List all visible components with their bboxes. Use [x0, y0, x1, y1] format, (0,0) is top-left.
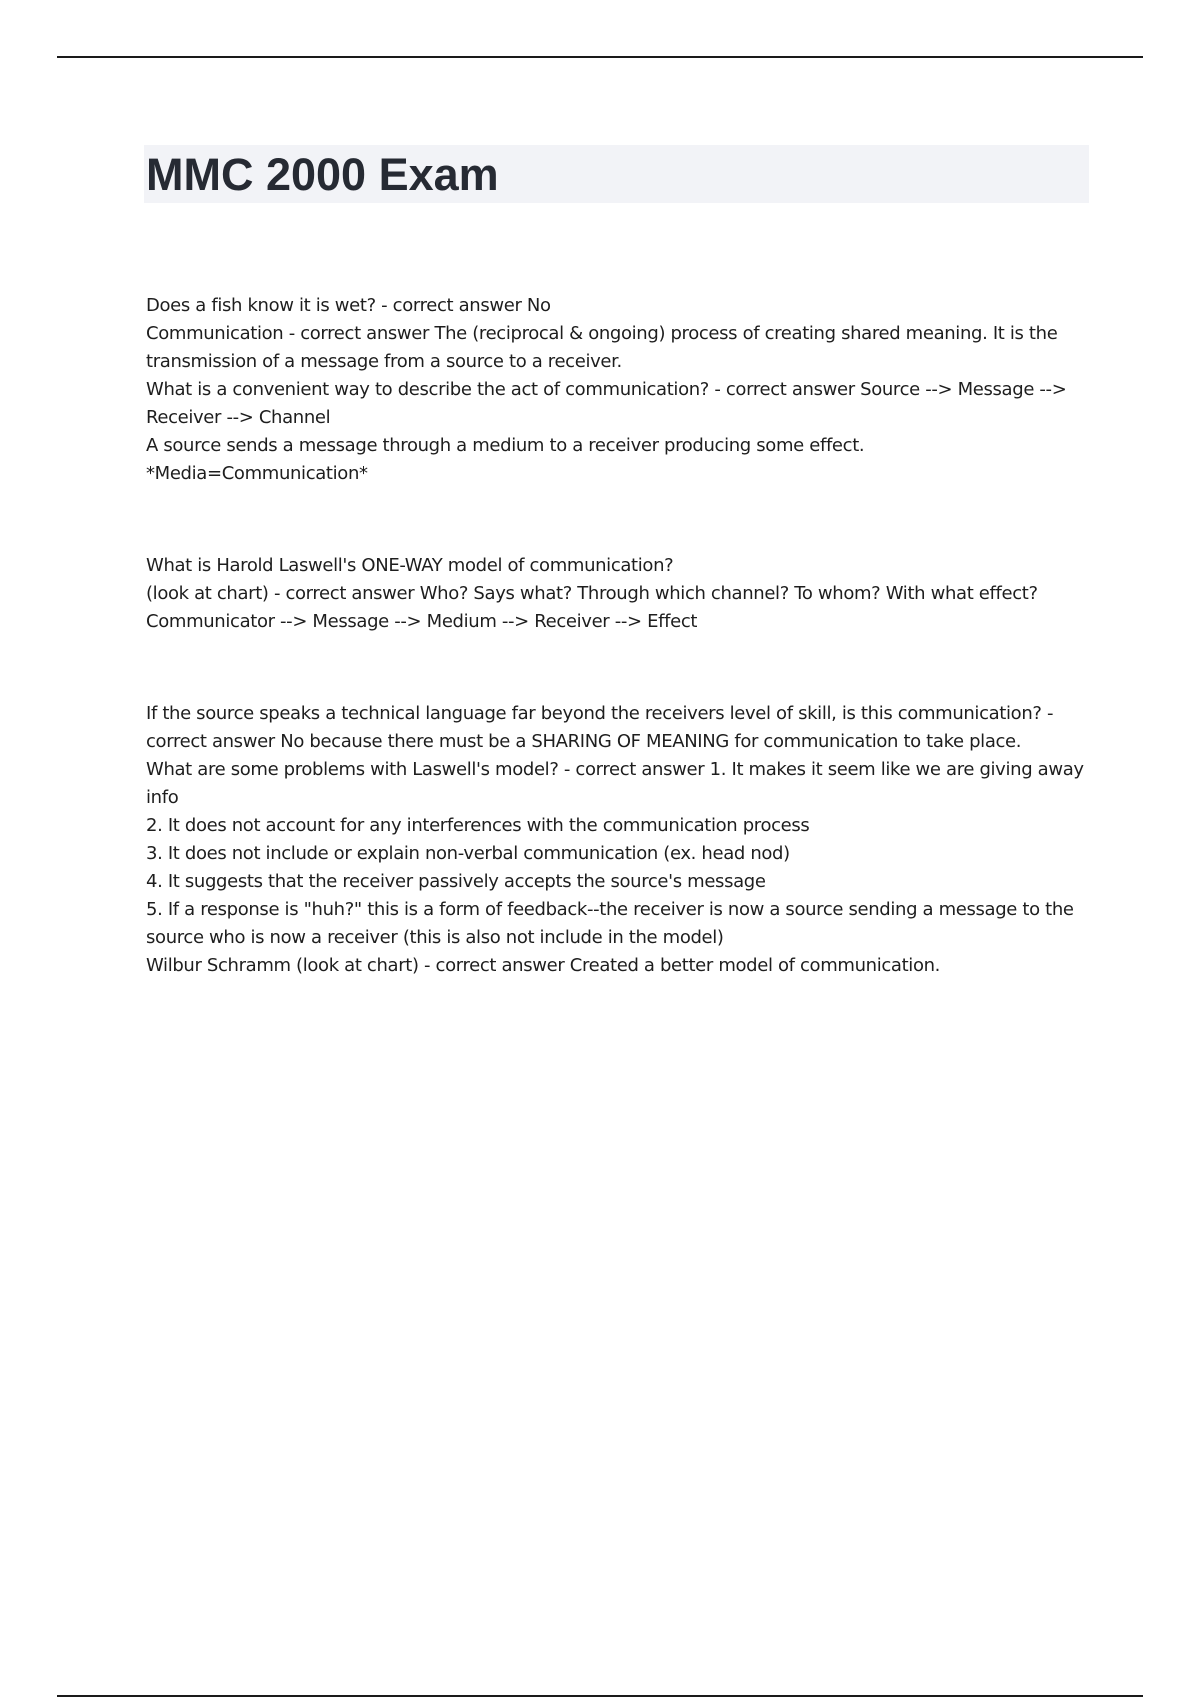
qa-entry: What is a convenient way to describe the act of communication? - correct answer Source --> Message --> Receiver --> Channel [146, 379, 1067, 428]
document-title: MMC 2000 Exam [146, 149, 499, 200]
qa-entry: Wilbur Schramm (look at chart) - correct answer Created a better model of communication. [146, 955, 941, 976]
qa-entry: Communication - correct answer The (reciprocal & ongoing) process of creating shared meaning. It is the transmission of a message from a source to a receiver. [146, 323, 1058, 372]
qa-entry [146, 580, 1091, 636]
qa-entry: Does a fish know it is wet? - correct answer No [146, 295, 551, 316]
qa-line: A source sends a message through a medium to a receiver producing some effect. [146, 435, 865, 456]
qa-question: What is Harold Laswell's ONE-WAY model of communication? [146, 555, 674, 576]
list-item: 4. It suggests that the receiver passively accepts the source's message [146, 871, 766, 892]
qa-line: Communicator --> Message --> Medium --> Receiver --> Effect [146, 611, 698, 632]
qa-entry: If the source speaks a technical language far beyond the receivers level of skill, is this communication? - correct answer No because there must be a SHARING OF MEANING for communication to take place. [146, 703, 1054, 752]
top-rule [57, 56, 1143, 58]
qa-line: *Media=Communication* [146, 463, 368, 484]
qa-content [146, 292, 1091, 980]
qa-line: (look at chart) - correct answer Who? Says what? Through which channel? To whom? With what effect? [146, 583, 1038, 604]
qa-entry [146, 432, 1091, 488]
title-banner [144, 145, 1089, 203]
qa-entry: What are some problems with Laswell's model? - correct answer 1. It makes it seem like we are giving away info [146, 759, 1084, 808]
bottom-rule [57, 1695, 1143, 1697]
list-item: 2. It does not account for any interferences with the communication process [146, 815, 810, 836]
list-item: 3. It does not include or explain non-verbal communication (ex. head nod) [146, 843, 790, 864]
list-item: 5. If a response is "huh?" this is a form of feedback--the receiver is now a source sending a message to the source who is now a receiver (this is also not include in the model) [146, 899, 1074, 948]
